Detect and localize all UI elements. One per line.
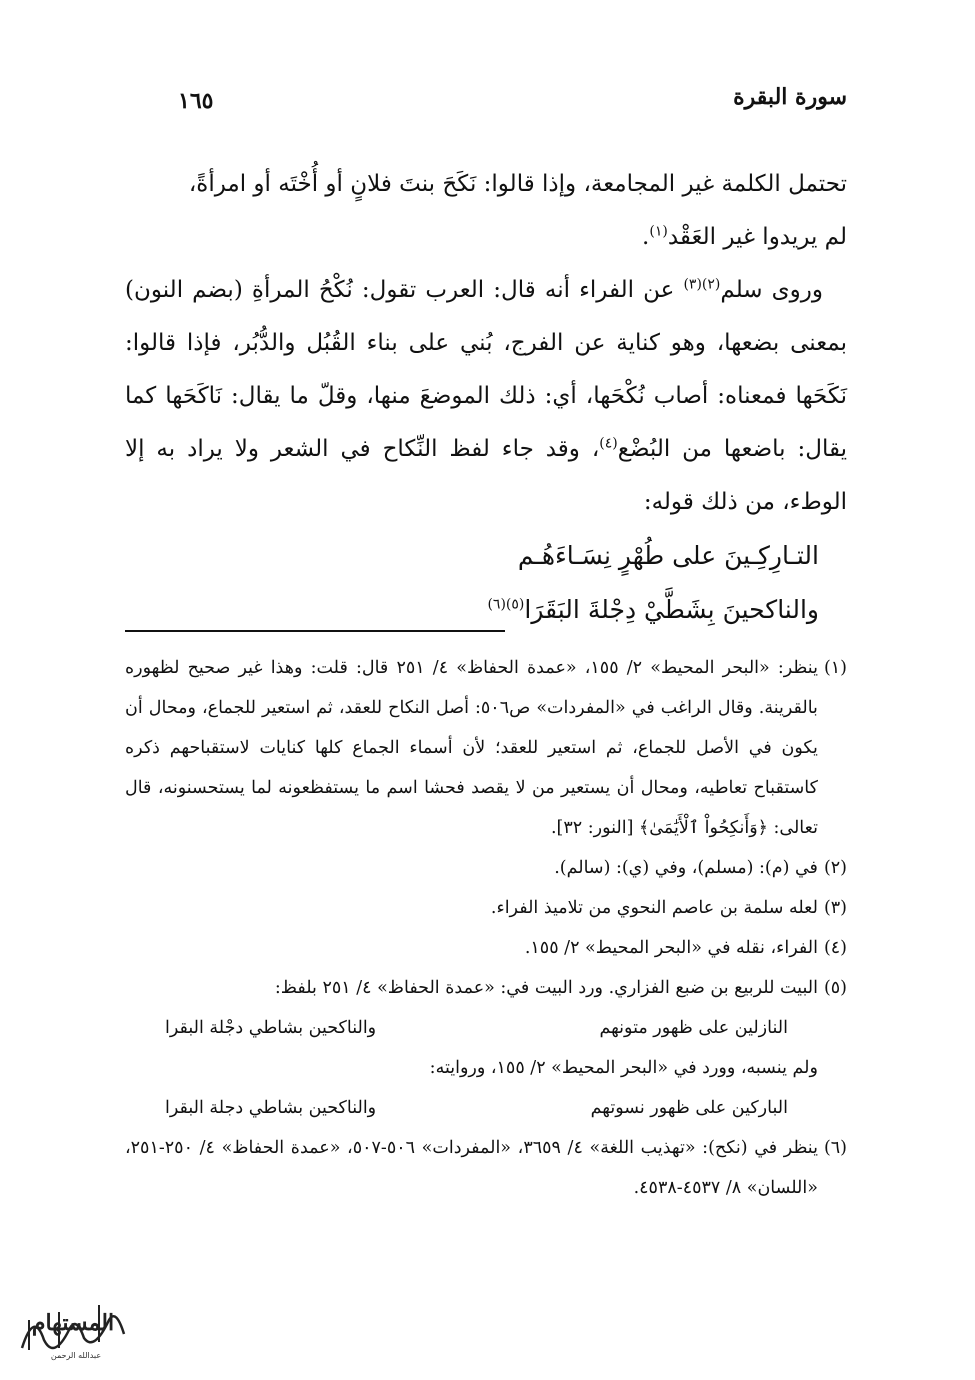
poem-verse-2-text: والناكحينَ بِشَطَّيْ دِجْلةَ البَقَرَا (524, 595, 819, 624)
footnote-text: ينظر: «البحر المحيط» ٢/ ١٥٥، «عمدة الحفاظ» ٤/ ٢٥١ قال: قلت: وهذا غير صحيح لظهوره بالقرينة. وقال الراغب في «المفردات» ص٥٠٦: أصل النكاح للعقد، ثم استعير للجماع، ومحال أن يكون في الأصل للجماع، ثم استعير للعقد؛ لأن أسماء الجماع كلها كنايات لاستقباحهم ذكره كاستقباح تعاطيه، ومحال أن يستعير من لا يقصد فحشا اسم ما يستفظعونه لما يستحسنونه، قال تعالى: ﴿وَأَنكِحُواْ ٱلْأَيَٰمَىٰ﴾ [النور: ٣٢]. (125, 658, 818, 838)
paragraph-1-line-2 (125, 211, 847, 264)
paragraph-2-start: وروى سلم (720, 277, 824, 303)
footnote-5 (125, 968, 847, 1128)
paragraph-2-mid: عن الفراء أنه قال: العرب تقول: نُكْحُ المرأةِ (بضم النون) بمعنى بضعها، وهو كناية عن الفرج، بُني على بناء القُبُل والدُّبُر، فإذا قالوا: نَكَحَها فمعناه: أصاب نُكْحَها، أي: ذلك الموضعَ منها، وقلّ ما يقال: نَاكَحَها كما يقال: باضعها من البُضْع (125, 277, 847, 462)
calligraphy-logo (14, 1290, 132, 1362)
footnote-text: لعله سلمة بن عاصم النحوي من تلاميذ الفراء. (490, 898, 818, 918)
poem-hemistich: النازلين على ظهور متونهم (599, 1018, 788, 1038)
paragraph-2-end: ، وقد جاء لفظ النِّكاح في الشعر ولا يراد به إلا الوطء، من ذلك قوله: (125, 436, 847, 515)
paragraph-1-end: . (642, 224, 650, 250)
footnote-text: في (م): (مسلم)، وفي (ي): (سالم). (554, 858, 818, 878)
footnote-text: الفراء، نقله في «البحر المحيط» ٢/ ١٥٥. (524, 938, 818, 958)
footnote-ref-2-3[interactable]: (٢)(٣) (683, 276, 721, 293)
footnotes (125, 648, 847, 1208)
page-number: ١٦٥ (178, 88, 214, 114)
footnote-6 (125, 1128, 847, 1208)
paragraph-1-line-1: تحتمل الكلمة غير المجامعة، وإذا قالوا: نَكَحَ بنتَ فلانٍ أو أُخْتَه أو امرأةً، (188, 171, 847, 197)
footnote-poem-1 (125, 1008, 818, 1048)
logo-text: المستهام (31, 1310, 115, 1336)
paragraph-1-text: لم يريدوا غير العَقْد (667, 224, 847, 250)
footnote-poem-2 (125, 1088, 818, 1128)
footnote-number: (٣) (823, 898, 847, 918)
footnote-body (125, 968, 818, 1128)
main-text (125, 158, 847, 637)
poem-verse-1: التـارِكِـينَ على طُهْرٍ نِسَـاءَهُـم (517, 541, 819, 570)
footnote-ref-5-6[interactable]: (٥)(٦) (487, 596, 525, 613)
footnote-number: (٢) (823, 858, 847, 878)
poem-hemistich: الباركين على ظهور نسوتهم (590, 1098, 788, 1118)
poem-hemistich: والناكحين بشاطي دجلة البقرا (165, 1098, 377, 1118)
running-header-surah: سورة البقرة (733, 84, 847, 110)
poem-hemistich: والناكحين بشاطي دجْلة البقرا (165, 1018, 377, 1038)
footnote-text: البيت للربيع بن ضبع الفزاري. ورد البيت في: «عمدة الحفاظ» ٤/ ٢٥١ بلفظ: (274, 978, 818, 998)
logo-subtext: عبدالله الرحمن (50, 1351, 102, 1360)
poem-verse-2 (125, 583, 819, 637)
footnote-number: (٥) (823, 978, 847, 998)
footnote-4 (125, 928, 847, 968)
footnote-ref-1[interactable]: (١) (649, 223, 668, 240)
footnote-text: ولم ينسبه، وورد في «البحر المحيط» ٢/ ١٥٥، وروايته: (429, 1058, 818, 1078)
footnote-text: ينظر في (نكح): «تهذيب اللغة» ٤/ ٣٦٥٩، «المفردات» ٥٠٦-٥٠٧، «عمدة الحفاظ» ٤/ ٢٥٠-٢٥١، «اللسان» ٨/ ٤٥٣٧-٤٥٣٨. (125, 1138, 818, 1198)
paragraph-2 (125, 264, 847, 529)
footnote-1 (125, 648, 847, 848)
footnote-ref-4[interactable]: (٤) (599, 435, 618, 452)
footnote-number: (٦) (823, 1138, 847, 1158)
footnote-number: (٤) (823, 938, 847, 958)
footnote-2 (125, 848, 847, 888)
footnote-number: (١) (823, 658, 847, 678)
footnote-separator (125, 630, 505, 632)
footnote-3 (125, 888, 847, 928)
